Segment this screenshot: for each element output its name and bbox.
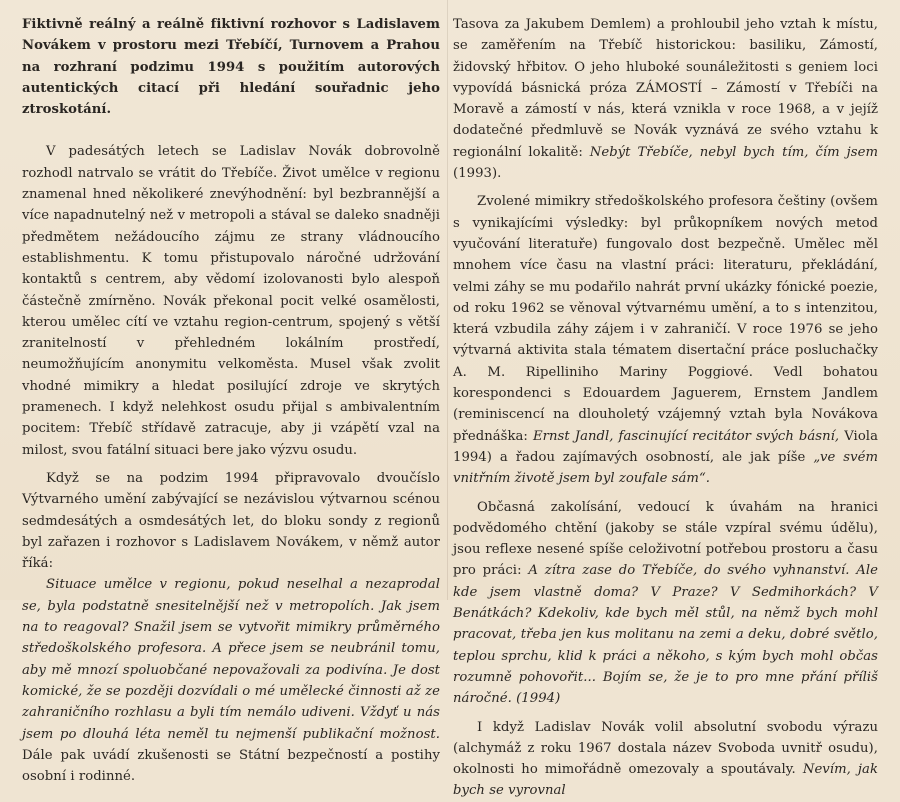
right-paragraph-3 [453, 497, 878, 710]
text-run: (1993). [453, 166, 502, 182]
paragraph-1: V padesátých letech se Ladislav Novák dobrovolně rozhodl natrvalo se vrátit do Třebíče. Život umělce v regionu znamenal hned několikeré znevýhodnění: byl bezbrannější a více napadnutelný než v metropoli a stával se daleko snadněji předmětem nežádoucího zájmu ze strany vládnoucího establishmentu. K tomu přistupovalo náročné udržování kontaktů s centrem, aby vědomí izolovanosti bylo alespoň částečně zmírněno. Novák překonal pocit velké osamělosti, kterou umělec cítí ve vztahu region-centrum, spojený s větší zranitelností v přehledném lokálním prostředí, neumožňujícím anonymitu velkoměsta. Musel však zvolit vhodné mimikry a hledat posilující zdroje ve skrytých pramenech. I když nelehkost osudu přijal s ambivalentním pocitem: Třebíč střídavě zatracuje, aby ji vzápětí vzal na milost, svou fatální situaci bere jako výzvu osudu. [22, 144, 440, 458]
italic-citation: „ve svém vnitřním životě jsem byl zoufale sám“. [453, 449, 878, 487]
left-column [22, 14, 440, 787]
text-run: I když Ladislav Novák volil absolutní svobodu výrazu (alchymáž z roku 1967 dostala název Svoboda uvnitř osudu), okolnosti ho mimořádně omezovaly a spoutávaly. [453, 719, 878, 778]
right-column [453, 14, 878, 802]
text-run: Zvolené mimikry středoškolského profesora češtiny (ovšem s vynikajícími výsledky: byl průkopníkem nových metod vyučování literatuře) fungovalo dost bezpečně. Umělec měl mnohem více času na vlastní práci: literaturu, překládání, velmi záhy se mu podařilo nahrát první ukázky fónické poezie, od roku 1962 se věnoval výtvarnému umění, a to s intenzitou, která vzbudila záhy zájem i v zahraničí. V roce 1976 se jeho výtvarná aktivita stala tématem disertační práce posluchačky A. M. Ripelliniho Mariny Poggiové. Vedl bohatou korespondenci s Edouardem Jaguerem, Ernstem Jandlem (reminiscencí na dlouholetý vzájemný vztah byla Novákova přednáška: [453, 194, 878, 444]
right-paragraph-2 [453, 191, 878, 489]
column-divider [447, 0, 448, 600]
right-paragraph-4 [453, 717, 878, 802]
paragraph-2: Když se na podzim 1994 připravovalo dvoučíslo Výtvarného umění zabývající se nezávislou výtvarnou scénou sedmdesátých a osmdesátých let, do bloku sondy z regionů byl zařazen i rozhovor s Ladislavem Novákem, v němž autor říká: [22, 470, 440, 572]
italic-citation: Nebýt Třebíče, nebyl bych tím, čím jsem [589, 144, 878, 160]
text-run: Tasova za Jakubem Demlem) a prohloubil jeho vztah k místu, se zaměřením na Třebíč historickou: basiliku, Zámostí, židovský hřbitov. O jeho hluboké sounáležitosti s geniem loci vypovídá básnická próza ZÁMOSTÍ – Zámostí v Třebíči na Moravě a zámostí v nás, která vznikla v roce 1968, a v jejíž dodatečné předmluvě se Novák vyznává ze svého vztahu k regionální lokalitě: [453, 17, 878, 160]
italic-citation: Nevím, jak bych se vyrovnal [453, 762, 879, 799]
author-quote: Situace umělce v regionu, pokud neselhal a nezaprodal se, byla podstatně snesitelnější než v metropolích. Jak jsem na to reagoval? Snažil jsem se vytvořit mimikry průměrného středoškolského profesora. A přece jsem se neubránil tomu, aby mě mnozí spoluobčané nepovažovali za podivína. Je dost komické, že se později dozvídali o mé umělecké činnosti až ze zahraničního rozhlasu a byli tím nemálo udiveni. Vždyť u nás jsem po dlouhá léta neměl tu nejmenší publikační možnost. [22, 577, 440, 742]
quote-tail: Dále pak uvádí zkušenosti se Státní bezpečností a postihy osobní i rodinné. [22, 747, 440, 785]
italic-citation: Ernst Jandl, fascinující recitátor svých básní, [532, 428, 840, 444]
lead-paragraph: Fiktivně reálný a reálně fiktivní rozhovor s Ladislavem Novákem v prostoru mezi Třebíčí, Turnovem a Prahou na rozhraní podzimu 1994 s použitím autorových autentických citací při hledání souřadnic jeho ztroskotání. [22, 17, 440, 118]
italic-citation: A zítra zase do Třebíče, do svého vyhnanství. Ale kde jsem vlastně doma? V Praze? V Sedmihorkách? V Benátkách? Kdekoliv, kde bych měl stůl, na němž bych mohl pracovat, třeba jen kus molitanu na zemi a deku, dobré světlo, teplou sprchu, klid k práci a někoho, s kým bych mohl občas rozumně pohovořit... Bojím se, že je to pro mne přání příliš náročné. (1994) [453, 563, 878, 707]
right-paragraph-1 [453, 14, 878, 184]
text-run: Viola 1994) a řadou zajímavých osobností, ale jak píše [453, 428, 878, 465]
quote-paragraph [22, 574, 440, 787]
text-run: Občasná zakolísání, vedoucí k úvahám na hranici podvědomého chtění (jakoby se stále vzpíral svému údělu), jsou reflexe nesené spíše celoživotní potřebou prostoru a času pro práci: [453, 499, 878, 579]
